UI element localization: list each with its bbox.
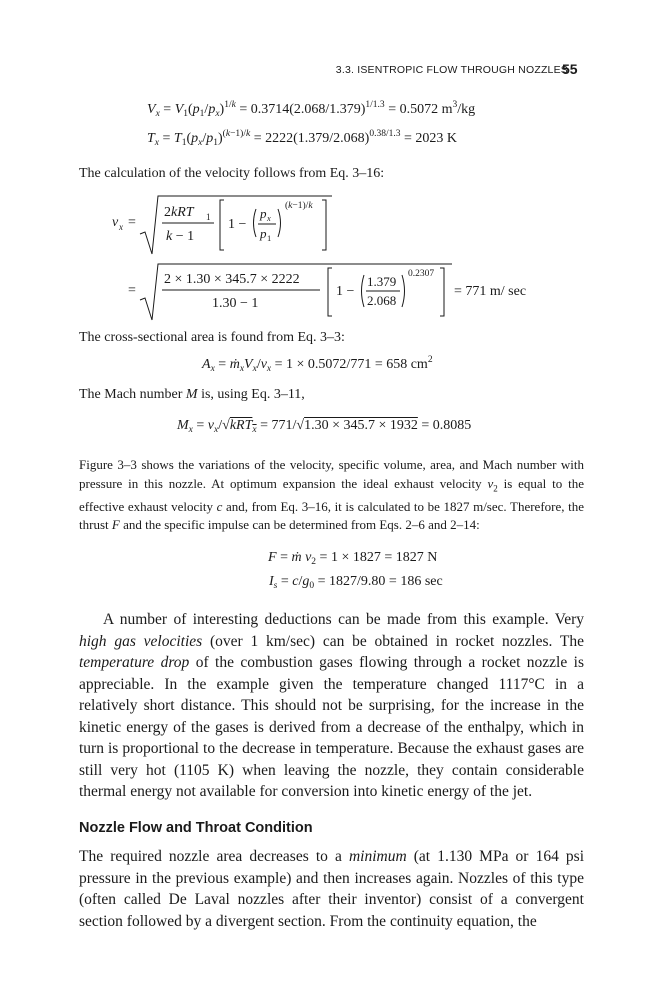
svg-text:x: x (119, 222, 123, 232)
svg-text:p: p (260, 226, 267, 241)
equation-temperature: $T_x = T_1(p_x/p_1)^{(k-1)/k} = 2222(1.379/2.068)^{0.38/1.3} = 2023$ K (147, 129, 457, 148)
svg-text:= 771 m/ sec: = 771 m/ sec (454, 284, 527, 299)
equation-specific-volume: $V_x = V_1(p_1/p_x)^{1/k} = 0.3714(2.068/1.379)^{1/1.3} = 0.5072$ $m^3/kg$ (147, 100, 476, 119)
svg-text:1.379: 1.379 (367, 274, 397, 289)
equation-velocity-numeric (100, 258, 560, 324)
svg-text:x: x (267, 213, 271, 223)
area-intro: The cross-sectional area is found from Eq. 3–3: (79, 330, 345, 345)
svg-text:2 × 1.30 × 345.7 × 2222: 2 × 1.30 × 345.7 × 2222 (164, 272, 300, 287)
equation-area: $A_x$ = $ṁ_xV_x/v_x = 1 \times 0.5072/771 = 658$ $cm^2$ (202, 355, 433, 374)
equation-velocity-formula (100, 188, 360, 260)
svg-text:k − 1: k − 1 (166, 229, 195, 244)
svg-text:1 −: 1 − (336, 284, 355, 299)
velocity-intro: The calculation of the velocity follows from Eq. 3–16: (79, 166, 385, 181)
equation-thrust: F = ṁ $v_2 = 1 \times 1827 = 1827$ N (268, 550, 438, 567)
figure-note-paragraph: Figure 3–3 shows the variations of the velocity, specific volume, area, and Mach number with pressure in this nozzle. At optimum expansion the ideal exhaust velocity $v_2$ is equal to the effective exhaust velocity c and, from Eq. 3–16, it is calculated to be 1827 m/sec. Therefore, the thrust F and the specific impulse can be determined from Eqs. 2–6 and 2–14: (79, 457, 584, 533)
equation-specific-impulse: $I_s = c/g_0 = 1827/9.80 = 186$ sec (269, 574, 443, 591)
svg-text:1: 1 (267, 233, 272, 243)
page-number: 55 (562, 61, 578, 77)
svg-text:p: p (260, 206, 267, 221)
svg-text:1.30 − 1: 1.30 − 1 (212, 296, 259, 311)
svg-text:=: = (128, 215, 136, 230)
nozzle-flow-paragraph: The required nozzle area decreases to a minimum (at 1.130 MPa or 164 psi pressure in the previous example) and then increases again. Nozzles of this type (often called De Laval nozzles after their inventor) consist of a convergent section followed by a divergent section. From the continuity equation, the (79, 848, 584, 930)
svg-text:2kRT: 2kRT (164, 205, 194, 220)
svg-text:0.2307: 0.2307 (408, 269, 435, 279)
svg-text:v: v (112, 215, 119, 230)
running-head: 3.3. ISENTROPIC FLOW THROUGH NOZZLES (335, 64, 568, 76)
svg-text:(k−1)/k: (k−1)/k (285, 201, 313, 211)
svg-text:1 −: 1 − (228, 217, 247, 232)
equation-mach: $M_x = v_x/√kRT_x = 771/√1.30 \times 345.7 \times 1932 = 0.8085$ (177, 418, 472, 435)
svg-text:2.068: 2.068 (367, 293, 397, 308)
svg-text:=: = (128, 283, 136, 298)
deductions-paragraph: A number of interesting deductions can be made from this example. Very high gas velocities (over 1 km/sec) can be obtained in rocket nozzles. The temperature drop of the combustion gases flowing through a rocket nozzle is appreciable. In the example given the temperature changed 1117°C in a relatively short distance. This should not be surprising, for the increase in the kinetic energy of the gases is derived from a decrease of the enthalpy, which in turn is proportional to the decrease in temperature. Because the exhaust gases are still very hot (1105 K) when leaving the nozzle, they contain considerable thermal energy not available for conversion into kinetic energy of the jet. (79, 611, 584, 800)
mach-intro: The Mach number M is, using Eq. 3–11, (79, 387, 305, 402)
svg-text:1: 1 (206, 212, 211, 222)
section-heading: Nozzle Flow and Throat Condition (79, 820, 313, 836)
